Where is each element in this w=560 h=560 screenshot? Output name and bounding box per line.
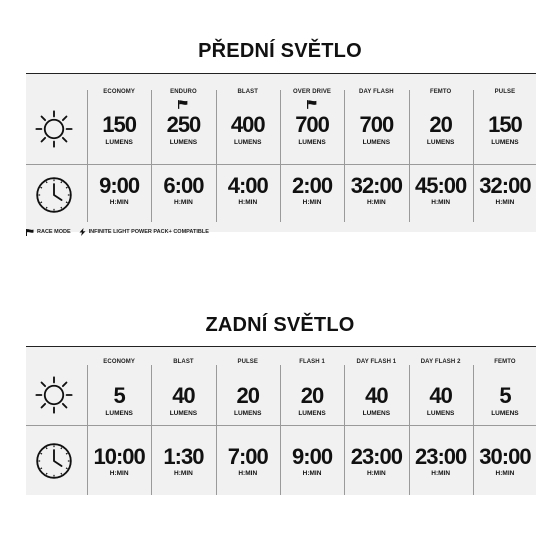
lumens-unit: LUMENS xyxy=(234,410,262,417)
lumens-value: 700 xyxy=(295,112,329,137)
runtime-unit: H:MIN xyxy=(495,199,515,206)
lumens-value: 5 xyxy=(113,383,125,408)
mode-name: PULSE xyxy=(237,359,258,365)
lumens-unit: LUMENS xyxy=(169,410,198,417)
runtime-unit: H:MIN xyxy=(366,199,386,206)
lumens-value: 400 xyxy=(230,112,265,137)
legend-power-pack xyxy=(79,228,209,236)
lumens-value: 40 xyxy=(172,383,195,408)
sun-icon xyxy=(33,108,75,150)
mode-name: ECONOMY xyxy=(103,89,135,95)
rear-light-table xyxy=(26,347,536,495)
front-light-table xyxy=(26,74,536,232)
lumens-value: 150 xyxy=(488,112,522,137)
lumens-unit: LUMENS xyxy=(362,139,391,146)
legend-race-mode xyxy=(26,229,71,236)
lumens-value: 5 xyxy=(499,383,511,408)
mode-name: ECONOMY xyxy=(103,359,135,365)
lumens-value: 700 xyxy=(359,112,394,137)
clock-icon-wrap xyxy=(33,440,75,482)
mode-name: BLAST xyxy=(173,359,194,365)
runtime-unit: H:MIN xyxy=(431,199,451,206)
mode-name: OVER DRIVE xyxy=(293,89,332,95)
rear-light-title: ZADNÍ SVĚTLO xyxy=(205,314,355,336)
lightning-bolt-icon xyxy=(79,228,86,236)
sun-icon-wrap xyxy=(33,374,75,416)
lumens-unit: LUMENS xyxy=(362,410,391,417)
runtime-unit: H:MIN xyxy=(495,470,515,477)
lumens-value: 150 xyxy=(102,112,136,137)
flag-icon xyxy=(307,100,317,109)
runtime-value: 23:00 xyxy=(415,444,467,469)
mode-name: PULSE xyxy=(494,89,516,95)
flag-icon xyxy=(178,100,188,109)
runtime-value: 7:00 xyxy=(227,444,268,469)
lumens-unit: LUMENS xyxy=(298,410,326,417)
runtime-unit: H:MIN xyxy=(174,199,193,206)
runtime-unit: H:MIN xyxy=(109,470,129,477)
runtime-value: 2:00 xyxy=(292,173,333,198)
runtime-unit: H:MIN xyxy=(366,470,386,477)
mode-name: FEMTO xyxy=(494,359,516,365)
legend-race-mode-label: RACE MODE xyxy=(37,229,71,235)
flag-icon xyxy=(26,229,34,236)
clock-icon-wrap xyxy=(33,174,75,216)
lumens-value: 20 xyxy=(429,112,452,137)
front-light-title: PŘEDNÍ SVĚTLO xyxy=(198,40,362,62)
clock-icon xyxy=(33,440,75,482)
race-mode-flag xyxy=(307,100,317,110)
lumens-value: 20 xyxy=(300,383,324,408)
runtime-value: 4:00 xyxy=(227,173,268,198)
runtime-value: 32:00 xyxy=(350,173,402,198)
runtime-value: 6:00 xyxy=(163,173,204,198)
lumens-value: 40 xyxy=(365,383,388,408)
race-mode-flag xyxy=(178,100,188,110)
sun-icon xyxy=(33,374,75,416)
runtime-value: 23:00 xyxy=(350,444,402,469)
legend-power-pack-label: INFINITE LIGHT POWER PACK+ COMPATIBLE xyxy=(88,229,209,235)
mode-name: DAY FLASH 1 xyxy=(356,359,397,365)
runtime-unit: H:MIN xyxy=(109,199,129,206)
front-legend xyxy=(26,228,209,236)
mode-name: FLASH 1 xyxy=(299,359,325,365)
lumens-unit: LUMENS xyxy=(491,139,519,146)
mode-name: FEMTO xyxy=(429,89,452,95)
runtime-unit: H:MIN xyxy=(302,470,322,477)
runtime-unit: H:MIN xyxy=(431,470,451,477)
runtime-unit: H:MIN xyxy=(238,199,258,206)
runtime-value: 45:00 xyxy=(415,173,467,198)
lumens-value: 20 xyxy=(236,383,259,408)
mode-name: BLAST xyxy=(237,89,258,95)
runtime-unit: H:MIN xyxy=(174,470,193,477)
runtime-value: 9:00 xyxy=(292,444,333,469)
lumens-value: 250 xyxy=(166,112,201,137)
lumens-unit: LUMENS xyxy=(169,139,198,146)
lumens-unit: LUMENS xyxy=(234,139,262,146)
runtime-value: 9:00 xyxy=(99,173,140,198)
lumens-unit: LUMENS xyxy=(426,139,455,146)
row-divider xyxy=(26,164,536,165)
runtime-value: 30:00 xyxy=(479,444,531,469)
runtime-unit: H:MIN xyxy=(238,470,258,477)
runtime-value: 10:00 xyxy=(93,444,145,469)
lumens-unit: LUMENS xyxy=(491,410,519,417)
lumens-unit: LUMENS xyxy=(426,410,455,417)
lumens-unit: LUMENS xyxy=(105,139,133,146)
runtime-value: 1:30 xyxy=(163,444,204,469)
clock-icon xyxy=(33,174,75,216)
lumens-value: 40 xyxy=(429,383,452,408)
mode-name: ENDURO xyxy=(170,89,197,95)
lumens-unit: LUMENS xyxy=(105,410,133,417)
mode-name: DAY FLASH 2 xyxy=(420,359,461,365)
lumens-unit: LUMENS xyxy=(298,139,326,146)
runtime-value: 32:00 xyxy=(479,173,531,198)
row-divider xyxy=(26,425,536,426)
runtime-unit: H:MIN xyxy=(302,199,322,206)
sun-icon-wrap xyxy=(33,108,75,150)
mode-name: DAY FLASH xyxy=(359,89,394,95)
